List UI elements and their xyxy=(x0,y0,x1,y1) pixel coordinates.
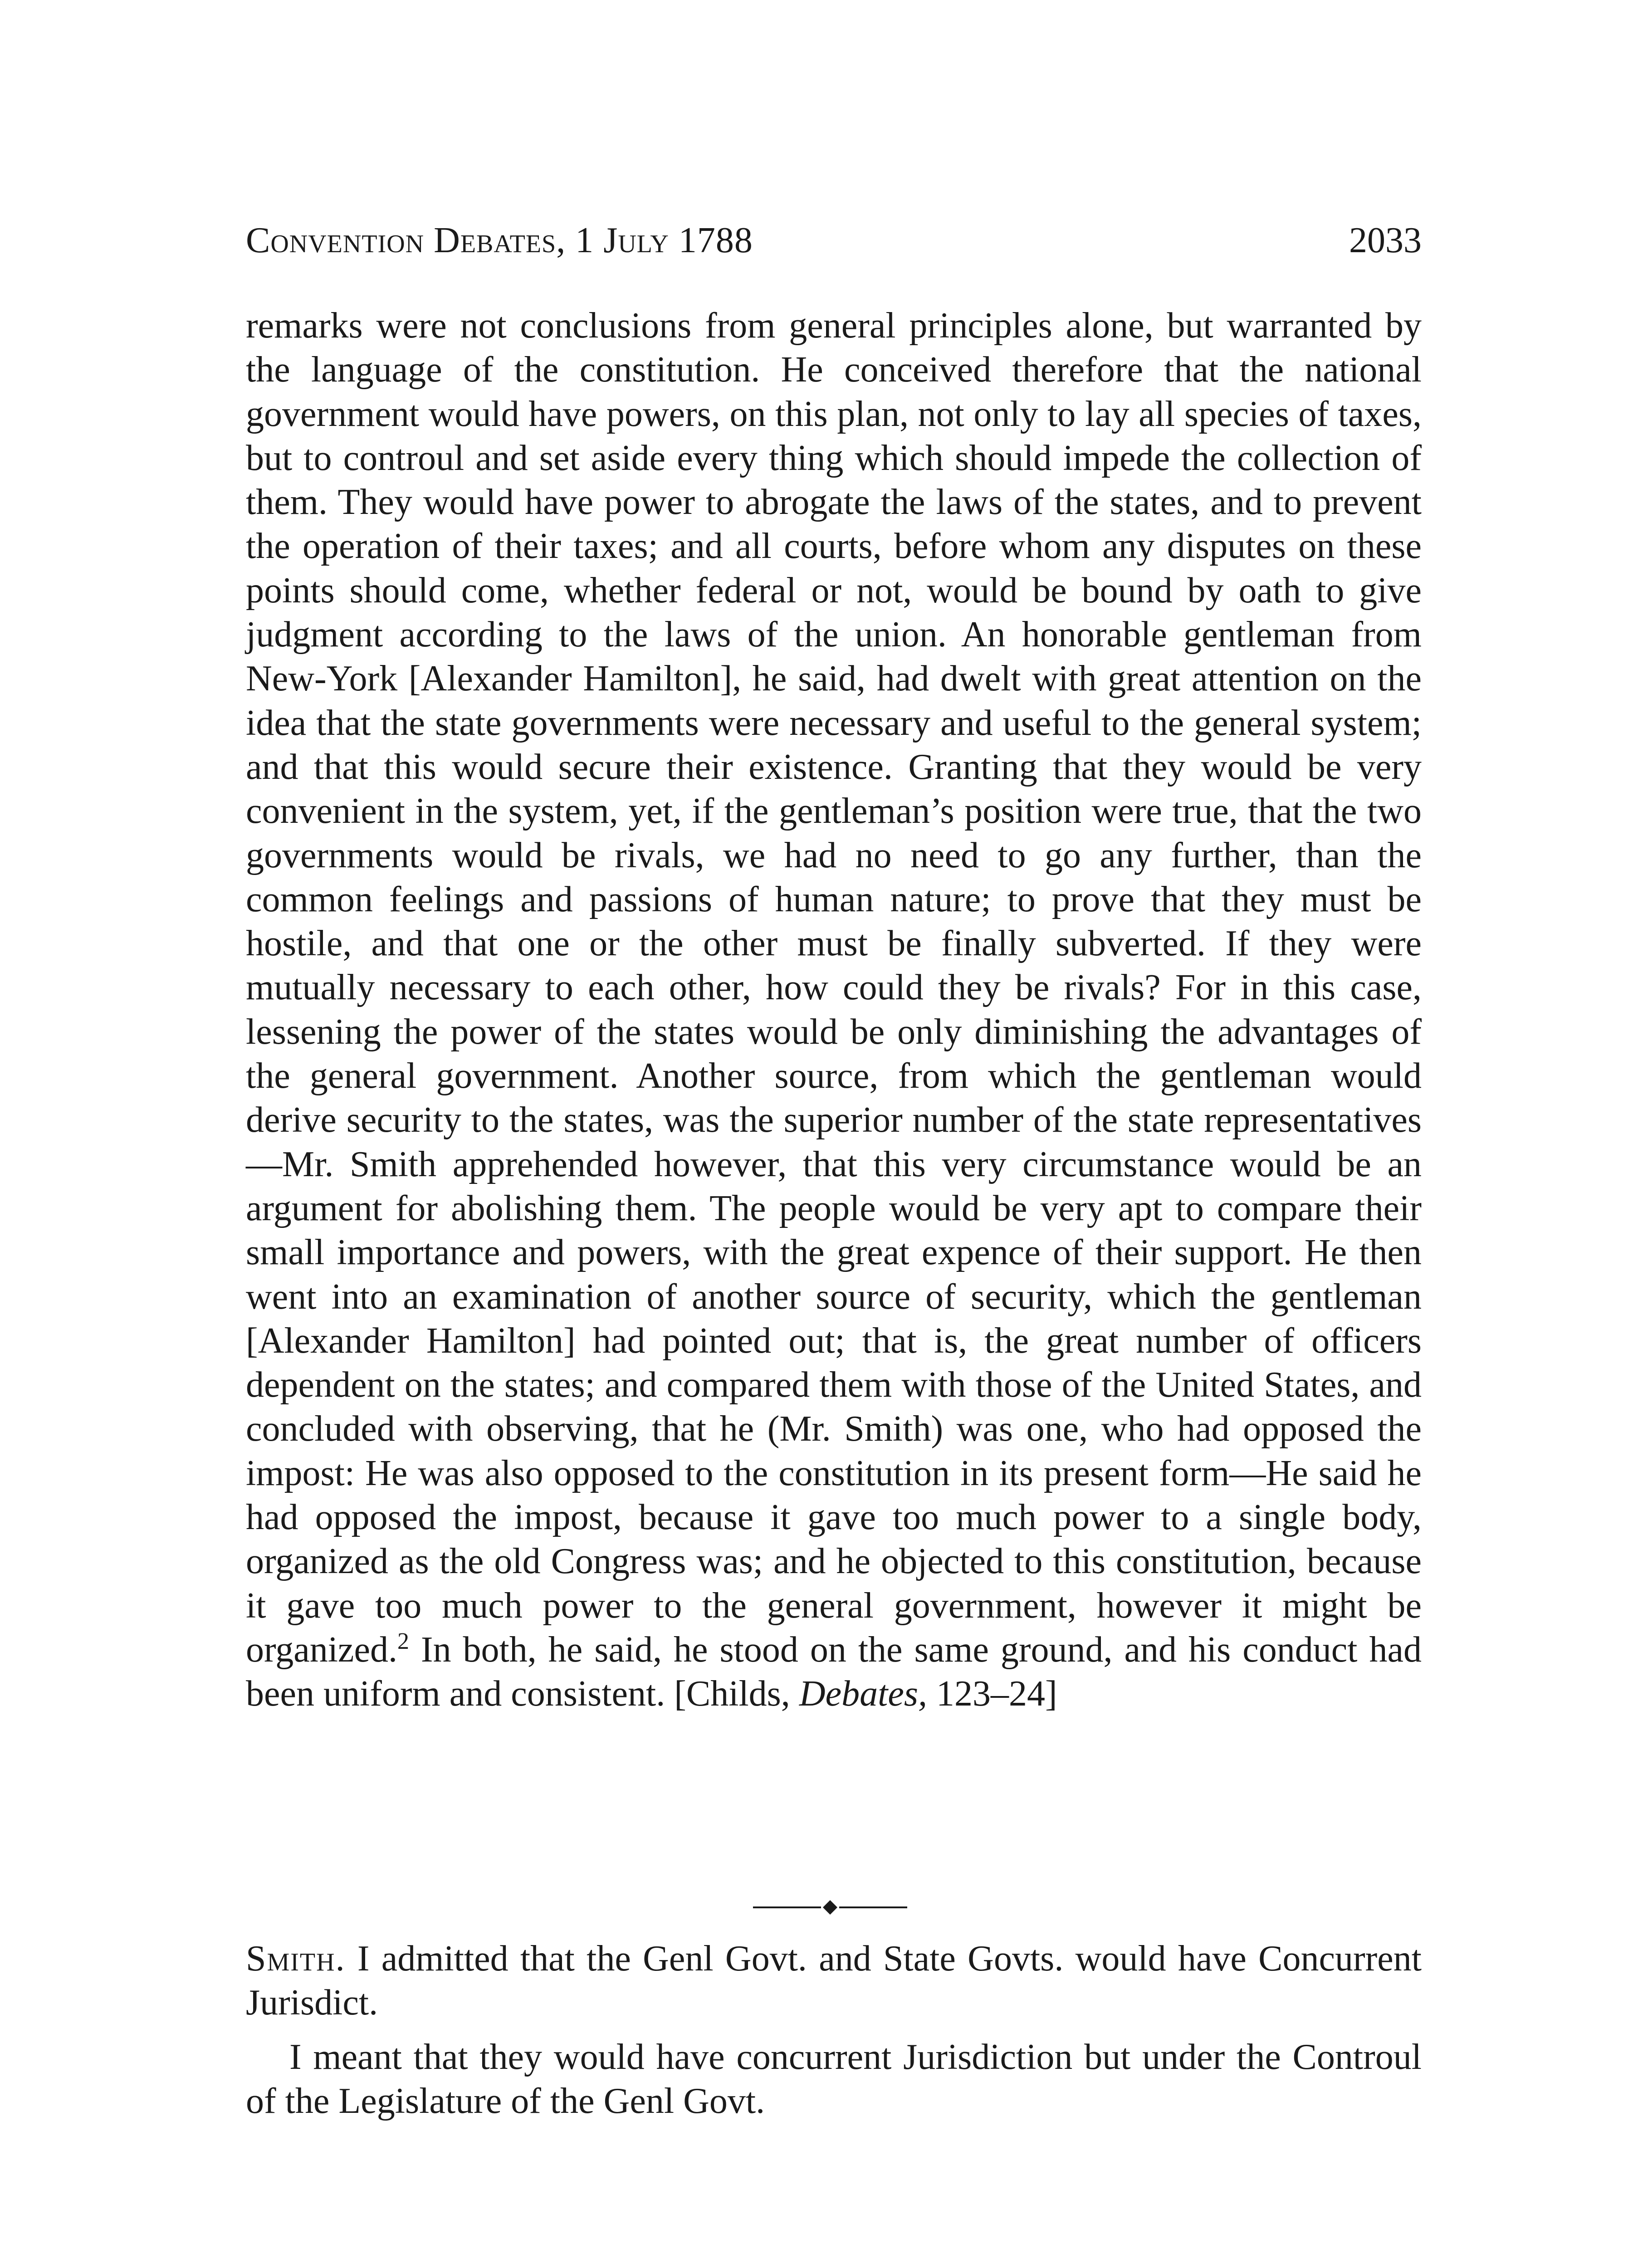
speaker-name: Smith. xyxy=(246,1939,346,1979)
smith-notes-paragraph-2 xyxy=(246,2035,1422,2124)
smith-notes-text-1: I admitted that the Genl Govt. and State Govts. would have Concurrent Jurisdict. xyxy=(246,1939,1422,2023)
paragraph-text: remarks were not conclusions from general principles alone, but warranted by the language of the constitution. He conceived therefore that the national government would have powers, on this plan, not only to lay all species of taxes, but to controul and set aside every thing which should impede the collection of them. They would have power to abrogate the laws of the states, and to prevent the operation of their taxes; and all courts, before whom any disputes on these points should come, whether federal or not, would be bound by oath to give judgment according to the laws of the union. An honorable gentleman from New-York [Alexander Hamilton], he said, had dwelt with great attention on the idea that the state governments were necessary and useful to the general system; and that this would secure their existence. Granting that they would be very convenient in the system, yet, if the gentleman’s position were true, that the two governments would be rivals, we had no need to go any further, than the common feelings and passions of human nature; to prove that they must be hostile, and that one or the other must be finally subverted. If they were mutually necessary to each other, how could they be rivals? For in this case, lessening the power of the states would be only diminishing the advantages of the general government. Another source, from which the gentleman would derive security to the states, was the superior number of the state representatives—Mr. Smith apprehended however, that this very circumstance would be an argument for abolishing them. The people would be very apt to compare their small importance and powers, with the great expence of their support. He then went into an examination of another source of security, which the gentleman [Alexander Hamilton] had pointed out; that is, the great number of officers dependent on the states; and compared them with those of the United States, and concluded with observing, that he (Mr. Smith) was one, who had opposed the impost: He was also opposed to the constitution in its present form—He said he had opposed the impost, because it gave too much power to a single body, organized as the old Congress was; and he objected to this constitution, because it gave too much power to the general government, however it might be organized. xyxy=(246,306,1422,1670)
debate-report-paragraph xyxy=(246,304,1422,1716)
footnote-reference[interactable]: 2 xyxy=(397,1628,409,1654)
running-head-title: Convention Debates, 1 July 1788 xyxy=(246,220,753,260)
paragraph-text-continued: In both, he said, he stood on the same ground, and his conduct had been uniform and consistent. [Childs, xyxy=(246,1629,1422,1714)
running-head xyxy=(246,213,1422,268)
smith-notes-paragraph-1 xyxy=(246,1937,1422,2025)
diamond-rule-ornament-icon xyxy=(753,1898,907,1916)
page-number: 2033 xyxy=(1349,220,1422,260)
citation-title: Debates, xyxy=(799,1674,927,1714)
smith-notes-section xyxy=(246,1937,1422,2123)
main-paragraph xyxy=(246,304,1422,1716)
smith-notes-text-2: I meant that they would have concurrent Jurisdiction but under the Controul of the Legislature of the Genl Govt. xyxy=(246,2037,1422,2121)
citation-pages: 123–24] xyxy=(927,1674,1057,1714)
